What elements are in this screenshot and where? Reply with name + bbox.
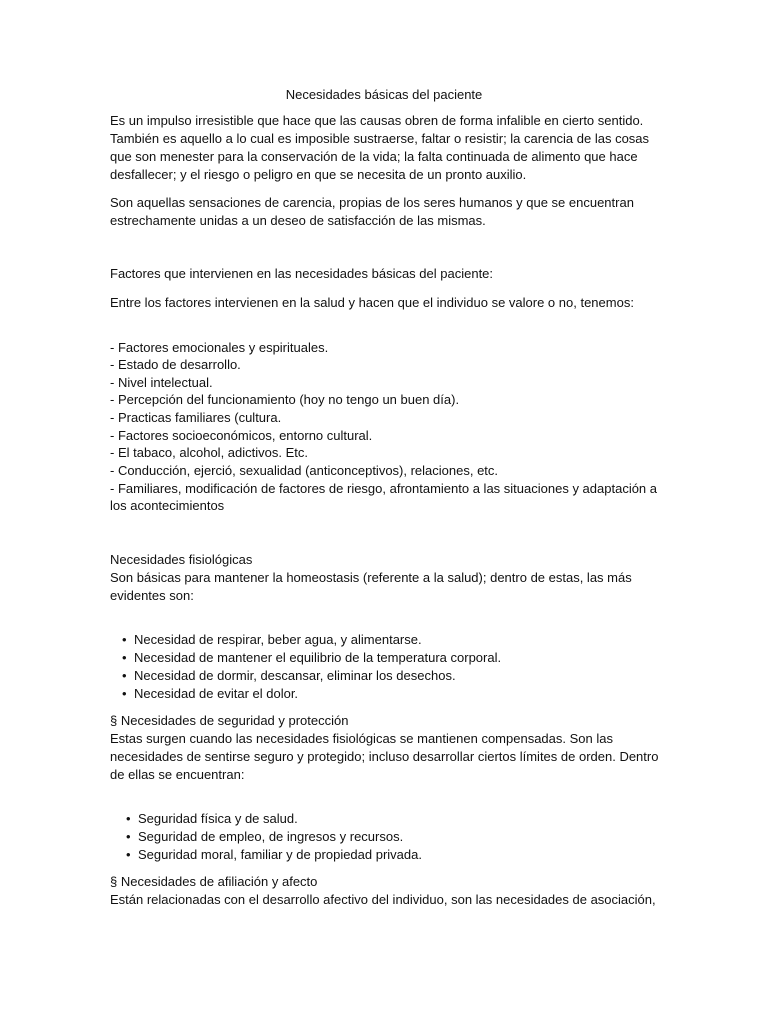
document-title: Necesidades básicas del paciente <box>285 87 483 102</box>
list-item-text: Seguridad física y de salud. <box>138 811 298 826</box>
security-text: Estas surgen cuando las necesidades fisiológicas se mantienen compensadas. Son las <box>110 731 613 746</box>
list-item <box>126 846 422 864</box>
intro-line: desfallecer; y el riesgo o peligro en que se necesita de un pronto auxilio. <box>110 167 527 182</box>
bullet-icon: • <box>122 632 127 647</box>
intro-line: Es un impulso irresistible que hace que las causas obren de forma infalible en cierto sentido. <box>110 113 644 128</box>
list-item-text: Seguridad de empleo, de ingresos y recursos. <box>138 829 404 844</box>
factor-item: - Factores emocionales y espirituales. <box>110 340 329 355</box>
list-item <box>126 828 403 846</box>
security-text: de ellas se encuentran: <box>110 767 245 782</box>
bullet-icon: • <box>122 650 127 665</box>
factor-item: - Factores socioeconómicos, entorno cultural. <box>110 428 373 443</box>
intro2-line: Son aquellas sensaciones de carencia, propias de los seres humanos y que se encuentran <box>110 195 634 210</box>
affiliation-text: Están relacionadas con el desarrollo afectivo del individuo, son las necesidades de asociación, <box>110 892 656 907</box>
list-item-text: Necesidad de dormir, descansar, eliminar los desechos. <box>134 668 456 683</box>
physiological-heading: Necesidades fisiológicas <box>110 552 253 567</box>
security-heading: § Necesidades de seguridad y protección <box>110 713 349 728</box>
list-item-text: Seguridad moral, familiar y de propiedad privada. <box>138 847 422 862</box>
intro-line: También es aquello a lo cual es imposible sustraerse, faltar o resistir; la carencia de las cosas <box>110 131 650 146</box>
factors-heading: Factores que intervienen en las necesidades básicas del paciente: <box>110 266 494 281</box>
factor-item: - Percepción del funcionamiento (hoy no tengo un buen día). <box>110 392 460 407</box>
factor-item: - Conducción, ejerció, sexualidad (anticonceptivos), relaciones, etc. <box>110 463 499 478</box>
intro2-line: estrechamente unidas a un deseo de satisfacción de las mismas. <box>110 213 486 228</box>
bullet-icon: • <box>126 847 131 862</box>
list-item <box>126 810 298 828</box>
factor-item: - Familiares, modificación de factores de riesgo, afrontamiento a las situaciones y adaptación a <box>110 481 658 496</box>
affiliation-heading: § Necesidades de afiliación y afecto <box>110 874 318 889</box>
list-item <box>122 631 422 649</box>
list-item <box>122 667 456 685</box>
list-item <box>122 685 298 703</box>
bullet-icon: • <box>122 686 127 701</box>
physiological-text: Son básicas para mantener la homeostasis (referente a la salud); dentro de estas, las más <box>110 570 632 585</box>
physiological-text: evidentes son: <box>110 588 194 603</box>
list-item-text: Necesidad de mantener el equilibrio de la temperatura corporal. <box>134 650 502 665</box>
factor-item: - Nivel intelectual. <box>110 375 213 390</box>
factor-item: - El tabaco, alcohol, adictivos. Etc. <box>110 445 308 460</box>
factor-item: los acontecimientos <box>110 498 225 513</box>
list-item <box>122 649 501 667</box>
bullet-icon: • <box>126 811 131 826</box>
list-item-text: Necesidad de evitar el dolor. <box>134 686 299 701</box>
list-item-text: Necesidad de respirar, beber agua, y alimentarse. <box>134 632 422 647</box>
security-text: necesidades de sentirse seguro y protegido; incluso desarrollar ciertos límites de orden. Dentro <box>110 749 659 764</box>
intro-line: que son menester para la conservación de la vida; la falta continuada de alimento que hace <box>110 149 638 164</box>
factor-item: - Practicas familiares (cultura. <box>110 410 282 425</box>
factor-item: - Estado de desarrollo. <box>110 357 241 372</box>
factors-lead: Entre los factores intervienen en la salud y hacen que el individuo se valore o no, tenemos: <box>110 295 634 310</box>
bullet-icon: • <box>126 829 131 844</box>
bullet-icon: • <box>122 668 127 683</box>
